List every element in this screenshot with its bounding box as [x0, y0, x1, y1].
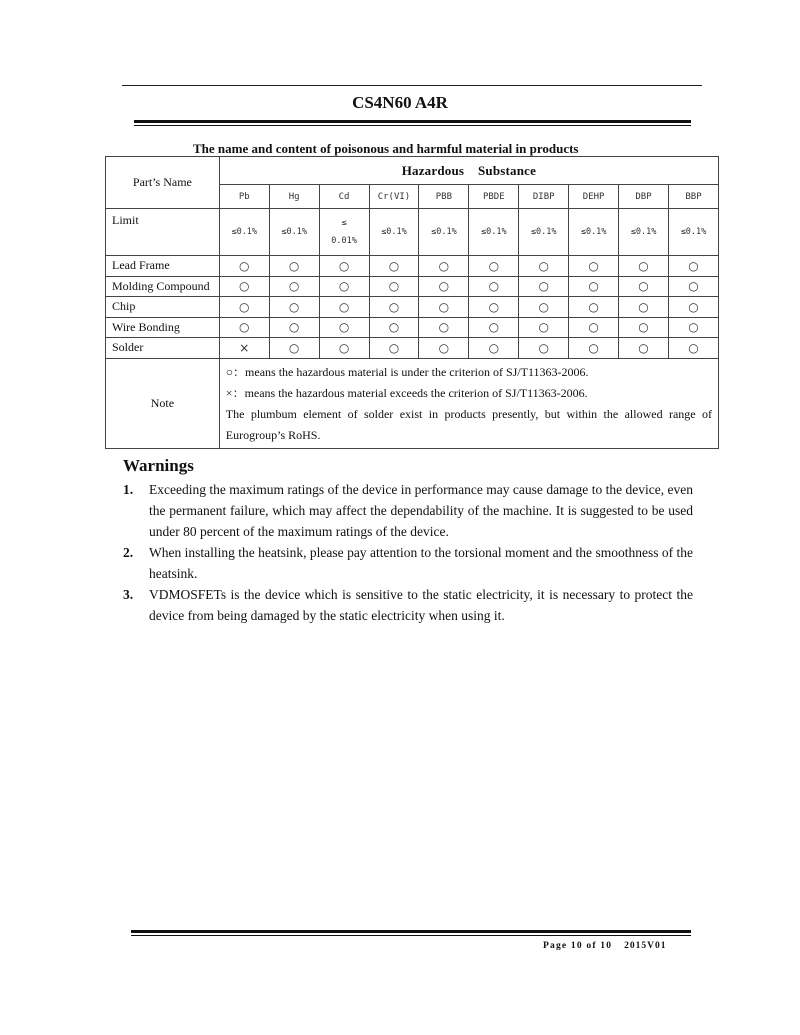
page-footer: [543, 941, 667, 951]
compliance-mark: ○: [319, 276, 369, 297]
compliance-mark: ○: [569, 276, 619, 297]
compliance-mark: ○: [419, 276, 469, 297]
hazardous-substance-header: Hazardous Substance: [219, 157, 718, 185]
warning-number: 1.: [123, 482, 134, 497]
compliance-mark: ○: [219, 256, 269, 277]
footer-rule-thin: [131, 935, 691, 936]
compliance-mark: ○: [419, 297, 469, 318]
compliance-mark: ○: [668, 317, 718, 338]
compliance-mark: ○: [569, 256, 619, 277]
compliance-mark: ○: [569, 297, 619, 318]
warning-text: Exceeding the maximum ratings of the device in performance may cause damage to the device, even the permanent failure, which may affect the dependability of the machine. It is suggested to be used under 80 percent of the maximum ratings of the device.: [149, 482, 693, 539]
compliance-mark: ○: [469, 317, 519, 338]
version-label: 2015V01: [624, 941, 667, 951]
note-line-3: Eurogroup’s RoHS.: [225, 427, 321, 442]
document-title: CS4N60 A4R: [352, 93, 448, 112]
compliance-mark: ○: [269, 317, 319, 338]
warning-number: 2.: [123, 545, 134, 560]
limit-value-6: ≤0.1%: [519, 209, 569, 256]
hazardous-substance-table: [105, 156, 719, 449]
compliance-mark: ○: [668, 256, 718, 277]
compliance-mark: ○: [519, 297, 569, 318]
title-rule-thick: [134, 120, 691, 123]
compliance-mark: ○: [369, 297, 419, 318]
substance-header-8: DBP: [619, 185, 669, 209]
limit-value-cd-amount: 0.01%: [331, 236, 357, 246]
compliance-mark: ○: [569, 317, 619, 338]
compliance-mark: ○: [519, 276, 569, 297]
compliance-mark: ○: [469, 256, 519, 277]
compliance-mark: ○: [319, 297, 369, 318]
compliance-mark: ○: [619, 297, 669, 318]
limit-value-0: ≤0.1%: [219, 209, 269, 256]
compliance-mark: ○: [219, 317, 269, 338]
warning-item: [123, 584, 693, 626]
compliance-mark: ×: [219, 338, 269, 359]
note-content: [219, 358, 718, 448]
table-row: [106, 338, 719, 359]
substance-header-6: DIBP: [519, 185, 569, 209]
compliance-mark: ○: [419, 338, 469, 359]
table-row: [106, 297, 719, 318]
compliance-mark: ○: [519, 338, 569, 359]
note-line-2: The plumbum element of solder exist in products presently, but within the allowed range of: [225, 406, 712, 421]
title-rule-thin: [134, 125, 691, 126]
compliance-mark: ○: [619, 256, 669, 277]
compliance-mark: ○: [419, 317, 469, 338]
warning-item: [123, 542, 693, 584]
substance-header-4: PBB: [419, 185, 469, 209]
part-name-cell: Wire Bonding: [106, 317, 220, 338]
warnings-list: [123, 479, 693, 626]
compliance-mark: ○: [519, 256, 569, 277]
compliance-mark: ○: [269, 297, 319, 318]
compliance-mark: ○: [619, 338, 669, 359]
compliance-mark: ○: [469, 297, 519, 318]
limit-value-4: ≤0.1%: [419, 209, 469, 256]
warning-text: When installing the heatsink, please pay attention to the torsional moment and the smoothness of the heatsink.: [149, 545, 693, 581]
compliance-mark: ○: [219, 297, 269, 318]
table-body: [106, 157, 719, 449]
part-name-cell: Molding Compound: [106, 276, 220, 297]
compliance-mark: ○: [369, 317, 419, 338]
part-name-cell: Chip: [106, 297, 220, 318]
compliance-mark: ○: [668, 338, 718, 359]
compliance-mark: ○: [469, 338, 519, 359]
limit-value-2: [319, 209, 369, 256]
warning-text: VDMOSFETs is the device which is sensitive to the static electricity, it is necessary to protect the device from being damaged by the static electricity when using it.: [149, 587, 693, 623]
note-line-0: ○：means the hazardous material is under the criterion of SJ/T11363-2006.: [225, 364, 589, 379]
compliance-mark: ○: [319, 338, 369, 359]
substance-header-9: BBP: [668, 185, 718, 209]
substance-header-7: DEHP: [569, 185, 619, 209]
limit-value-5: ≤0.1%: [469, 209, 519, 256]
compliance-mark: ○: [319, 256, 369, 277]
limit-label: Limit: [106, 209, 220, 256]
compliance-mark: ○: [419, 256, 469, 277]
table-heading: The name and content of poisonous and harmful material in products: [193, 141, 579, 156]
compliance-mark: ○: [369, 276, 419, 297]
substance-header-2: Cd: [319, 185, 369, 209]
compliance-mark: ○: [369, 338, 419, 359]
warning-number: 3.: [123, 587, 134, 602]
compliance-mark: ○: [668, 297, 718, 318]
compliance-mark: ○: [569, 338, 619, 359]
limit-value-7: ≤0.1%: [569, 209, 619, 256]
compliance-mark: ○: [269, 276, 319, 297]
limit-row: [106, 209, 719, 256]
table-row: [106, 256, 719, 277]
warnings-title: Warnings: [123, 456, 194, 475]
header-rule: [122, 85, 702, 86]
note-row: [106, 358, 719, 448]
substance-header-3: Cr(VI): [369, 185, 419, 209]
note-label: Note: [106, 358, 220, 448]
table-row: [106, 276, 719, 297]
substance-header-1: Hg: [269, 185, 319, 209]
compliance-mark: ○: [619, 317, 669, 338]
limit-value-8: ≤0.1%: [619, 209, 669, 256]
part-name-cell: Lead Frame: [106, 256, 220, 277]
part-name-cell: Solder: [106, 338, 220, 359]
compliance-mark: ○: [369, 256, 419, 277]
compliance-mark: ○: [219, 276, 269, 297]
substance-header-5: PBDE: [469, 185, 519, 209]
warning-item: [123, 479, 693, 542]
part-name-header: Part’s Name: [106, 157, 220, 209]
limit-value-1: ≤0.1%: [269, 209, 319, 256]
limit-value-cd-symbol: ≤: [341, 218, 347, 228]
compliance-mark: ○: [319, 317, 369, 338]
substance-header-0: Pb: [219, 185, 269, 209]
compliance-mark: ○: [469, 276, 519, 297]
compliance-mark: ○: [668, 276, 718, 297]
limit-value-3: ≤0.1%: [369, 209, 419, 256]
compliance-mark: ○: [619, 276, 669, 297]
page-number: Page 10 of 10: [543, 941, 613, 951]
footer-rule-thick: [131, 930, 691, 933]
note-line-1: ×：means the hazardous material exceeds the criterion of SJ/T11363-2006.: [225, 385, 588, 400]
limit-value-9: ≤0.1%: [668, 209, 718, 256]
compliance-mark: ○: [269, 256, 319, 277]
compliance-mark: ○: [269, 338, 319, 359]
compliance-mark: ○: [519, 317, 569, 338]
table-row: [106, 317, 719, 338]
